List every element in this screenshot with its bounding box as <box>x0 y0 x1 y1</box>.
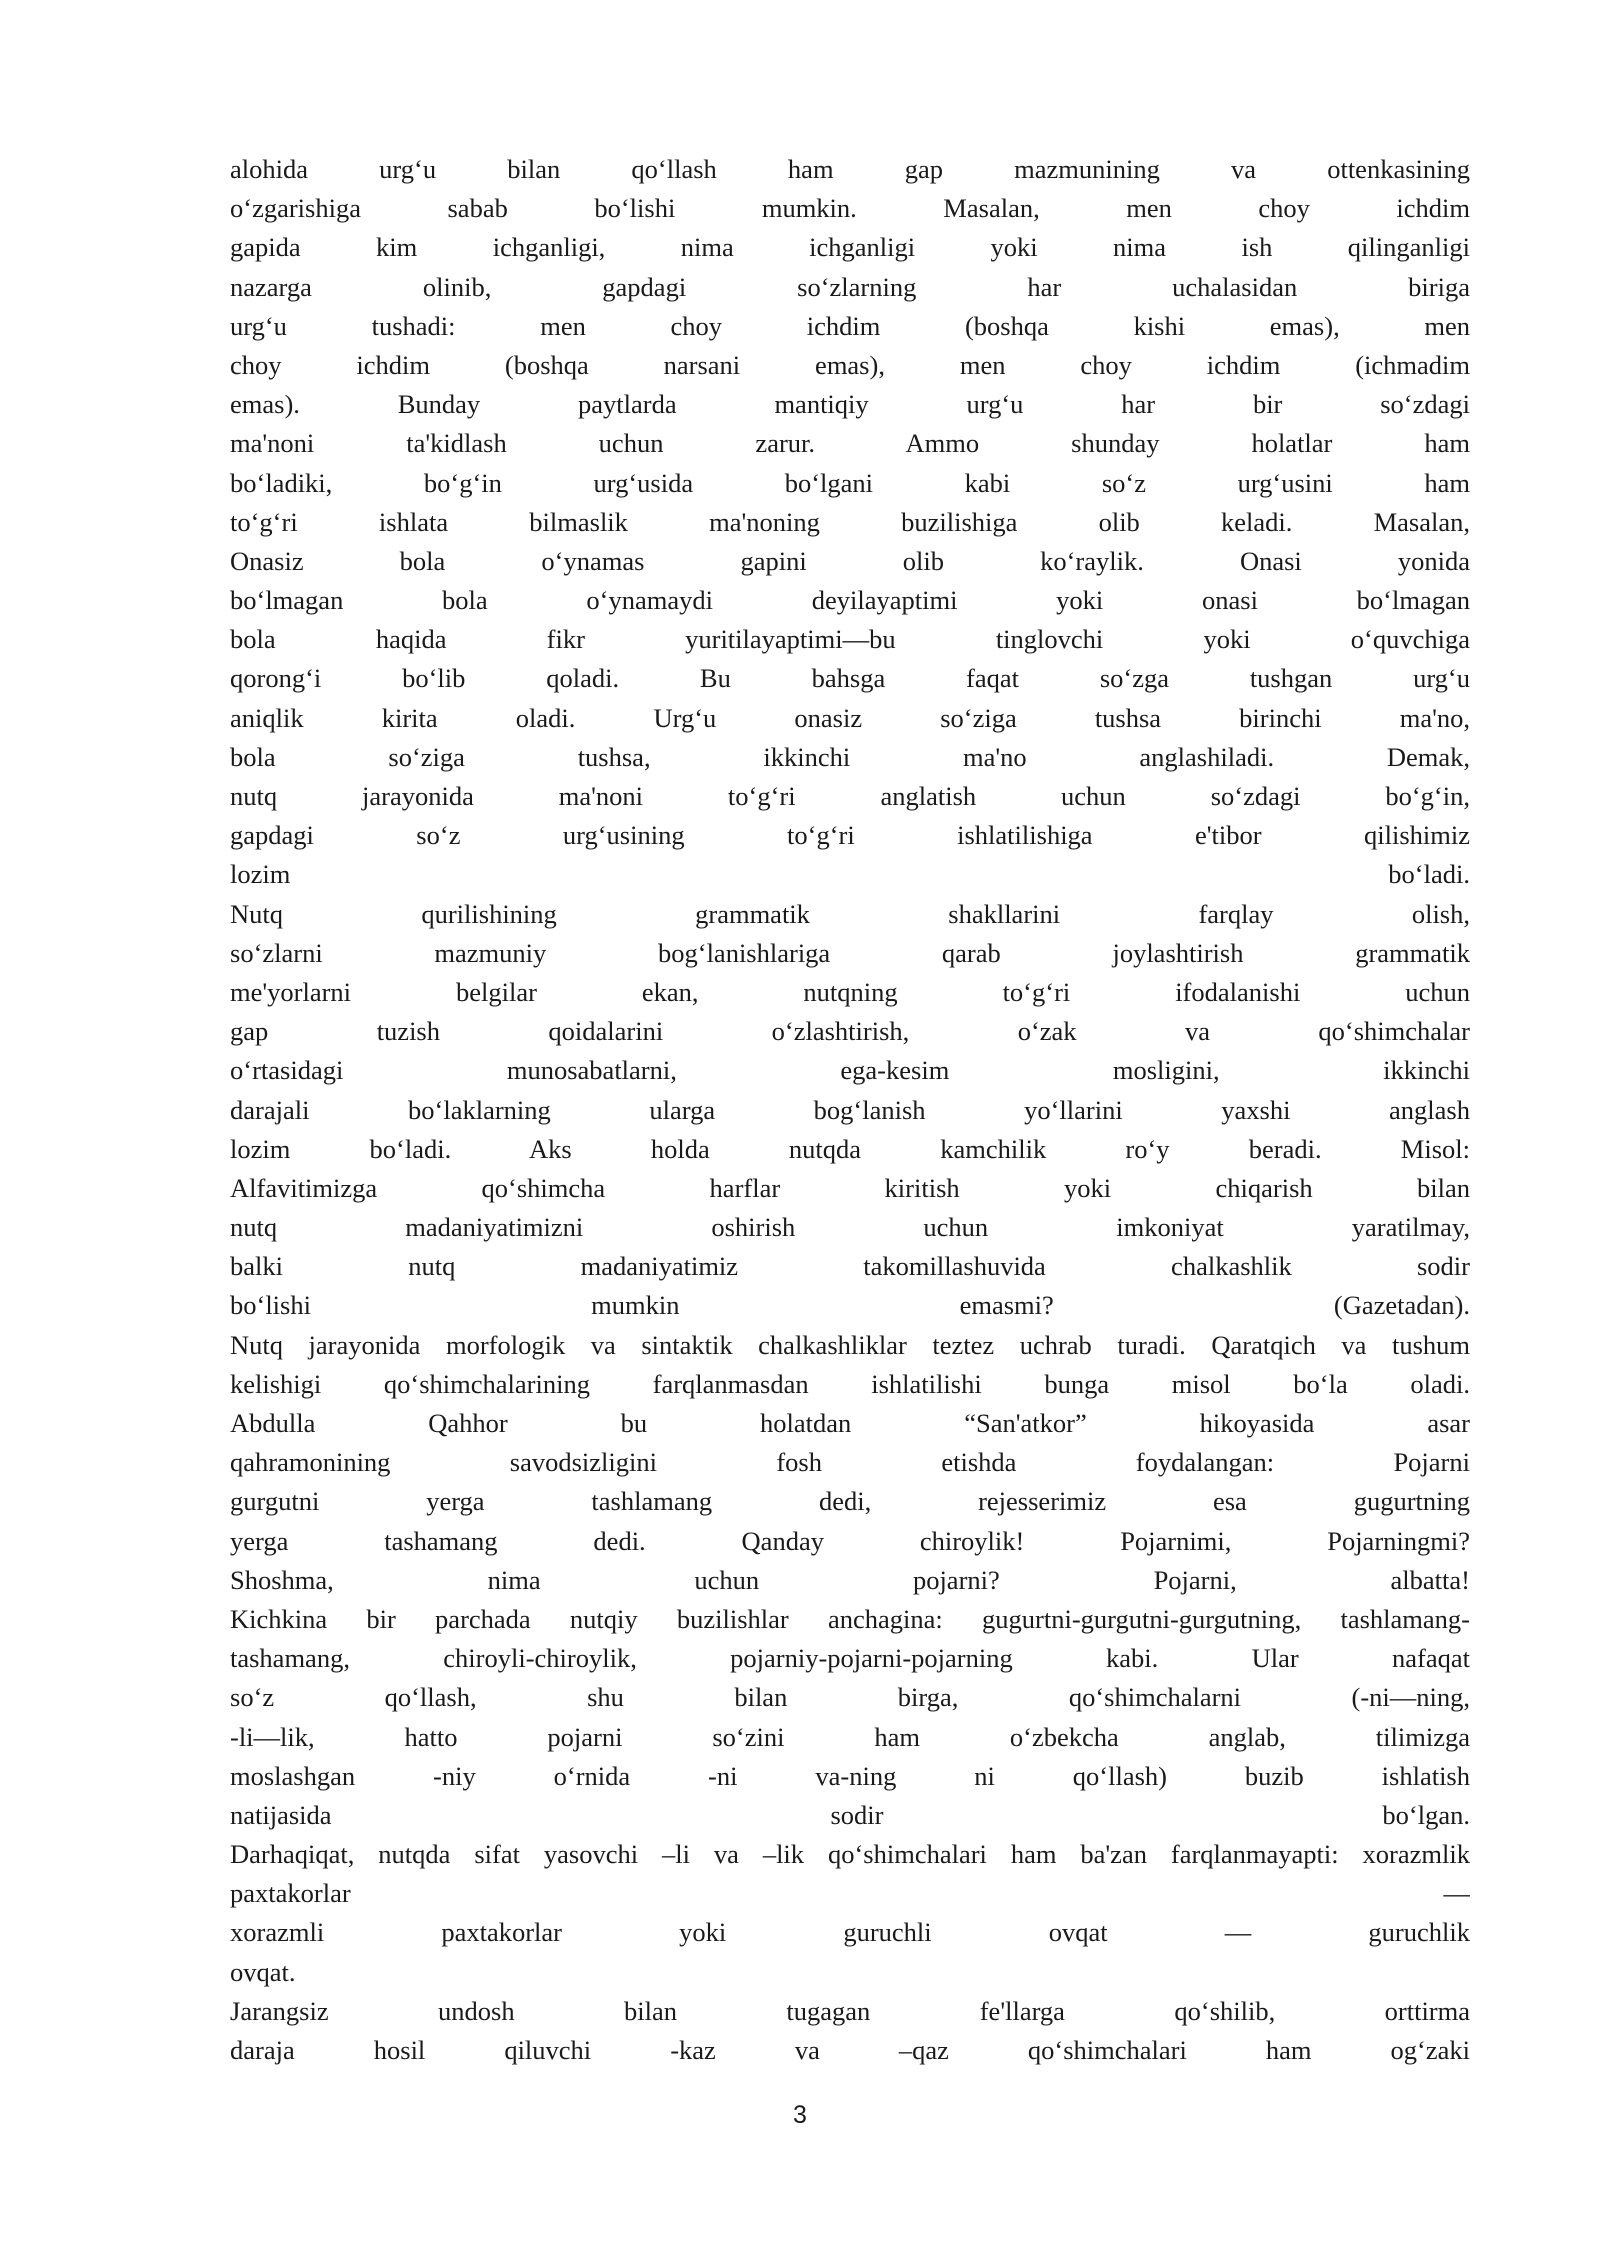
text-line: darajali bo‘laklarning ularga bog‘lanish yo‘llarini yaxshi anglash <box>230 1094 1470 1125</box>
text-line: paxtakorlar — <box>230 1878 1470 1909</box>
text-line: Shoshma, nima uchun pojarni? Pojarni, albatta! <box>230 1564 1470 1595</box>
text-line: Darhaqiqat, nutqda sifat yasovchi –li va –lik qo‘shimchalari ham ba'zan farqlanmayapti: xorazmlik <box>230 1839 1470 1870</box>
text-line: ovqat. <box>230 1956 296 1987</box>
text-line: daraja hosil qiluvchi -kaz va –qaz qo‘shimchalari ham og‘zaki <box>230 2035 1470 2065</box>
text-line: kelishigi qo‘shimchalarining farqlanmasdan ishlatilishi bunga misol bo‘la oladi. <box>230 1368 1470 1399</box>
text-line: yerga tashamang dedi. Qanday chiroylik! Pojarnimi, Pojarningmi? <box>230 1525 1470 1556</box>
text-line: urg‘u tushadi: men choy ichdim (boshqa kishi emas), men <box>230 310 1470 341</box>
text-line: choy ichdim (boshqa narsani emas), men choy ichdim (ichmadim <box>230 349 1470 380</box>
text-line: Onasiz bola o‘ynamas gapini olib ko‘raylik. Onasi yonida <box>230 545 1470 576</box>
text-line: gapdagi so‘z urg‘usining to‘g‘ri ishlatilishiga e'tibor qilishimiz <box>230 820 1470 851</box>
text-line: qahramonining savodsizligini fosh etishda foydalangan: Pojarni <box>230 1447 1470 1478</box>
document-body <box>230 150 1470 2070</box>
text-line: bo‘lmagan bola o‘ynamaydi deyilayaptimi yoki onasi bo‘lmagan <box>230 585 1470 616</box>
text-line: bo‘ladiki, bo‘g‘in urg‘usida bo‘lgani kabi so‘z urg‘usini ham <box>230 467 1470 498</box>
text-line: bo‘lishi mumkin emasmi? (Gazetadan). <box>230 1290 1470 1321</box>
text-line: ma'noni ta'kidlash uchun zarur. Ammo shunday holatlar ham <box>230 428 1470 459</box>
text-line: bola haqida fikr yuritilayaptimi—bu tinglovchi yoki o‘quvchiga <box>230 624 1470 655</box>
text-line: so‘z qo‘llash, shu bilan birga, qo‘shimchalarni (-ni—ning, <box>230 1682 1470 1713</box>
text-line: -li—lik, hatto pojarni so‘zini ham o‘zbekcha anglab, tilimizga <box>230 1721 1470 1752</box>
text-line: nutq madaniyatimizni oshirish uchun imkoniyat yaratilmay, <box>230 1212 1470 1243</box>
text-line: o‘rtasidagi munosabatlarni, ega-kesim mosligini, ikkinchi <box>230 1055 1470 1086</box>
text-line: Nutq qurilishining grammatik shakllarini farqlay olish, <box>230 898 1470 929</box>
text-line: alohida urg‘u bilan qo‘llash ham gap mazmunining va ottenkasining <box>230 154 1470 184</box>
text-line: moslashgan -niy o‘rnida -ni va-ning ni qo‘llash) buzib ishlatish <box>230 1760 1470 1791</box>
text-line: natijasida sodir bo‘lgan. <box>230 1799 1470 1830</box>
text-line: nutq jarayonida ma'noni to‘g‘ri anglatish uchun so‘zdagi bo‘g‘in, <box>230 781 1470 811</box>
text-line: xorazmli paxtakorlar yoki guruchli ovqat — guruchlik <box>230 1917 1470 1948</box>
text-line: gurgutni yerga tashlamang dedi, rejesserimiz esa gugurtning <box>230 1486 1470 1517</box>
text-line: bola so‘ziga tushsa, ikkinchi ma'no anglashiladi. Demak, <box>230 741 1470 772</box>
text-line: lozim bo‘ladi. <box>230 859 1470 890</box>
text-line: Kichkina bir parchada nutqiy buzilishlar anchagina: gugurtni-gurgutni-gurgutning, tashlamang- <box>230 1603 1470 1634</box>
text-line: Nutq jarayonida morfologik va sintaktik chalkashliklar teztez uchrab turadi. Qaratqich va tushum <box>230 1329 1470 1360</box>
text-line: gap tuzish qoidalarini o‘zlashtirish, o‘zak va qo‘shimchalar <box>230 1016 1470 1047</box>
text-line: to‘g‘ri ishlata bilmaslik ma'noning buzilishiga olib keladi. Masalan, <box>230 506 1470 537</box>
text-line: Jarangsiz undosh bilan tugagan fe'llarga qo‘shilib, orttirma <box>230 1995 1470 2026</box>
text-line: o‘zgarishiga sabab bo‘lishi mumkin. Masalan, men choy ichdim <box>230 193 1470 224</box>
text-line: qorong‘i bo‘lib qoladi. Bu bahsga faqat so‘zga tushgan urg‘u <box>230 663 1470 694</box>
text-line: Alfavitimizga qo‘shimcha harflar kiritish yoki chiqarish bilan <box>230 1172 1470 1203</box>
text-line: aniqlik kirita oladi. Urg‘u onasiz so‘ziga tushsa birinchi ma'no, <box>230 702 1470 733</box>
text-line: gapida kim ichganligi, nima ichganligi yoki nima ish qilinganligi <box>230 232 1470 263</box>
text-line: balki nutq madaniyatimiz takomillashuvida chalkashlik sodir <box>230 1251 1470 1282</box>
text-line: me'yorlarni belgilar ekan, nutqning to‘g‘ri ifodalanishi uchun <box>230 976 1470 1007</box>
text-line: lozim bo‘ladi. Aks holda nutqda kamchilik ro‘y beradi. Misol: <box>230 1133 1470 1164</box>
text-line: Abdulla Qahhor bu holatdan “San'atkor” hikoyasida asar <box>230 1408 1470 1438</box>
text-line: nazarga olinib, gapdagi so‘zlarning har uchalasidan biriga <box>230 271 1470 302</box>
text-line: tashamang, chiroyli-chiroylik, pojarniy-pojarni-pojarning kabi. Ular nafaqat <box>230 1643 1470 1674</box>
text-line: so‘zlarni mazmuniy bog‘lanishlariga qarab joylashtirish grammatik <box>230 937 1470 968</box>
page-number: 3 <box>793 2101 807 2129</box>
text-line: emas). Bunday paytlarda mantiqiy urg‘u har bir so‘zdagi <box>230 389 1470 420</box>
